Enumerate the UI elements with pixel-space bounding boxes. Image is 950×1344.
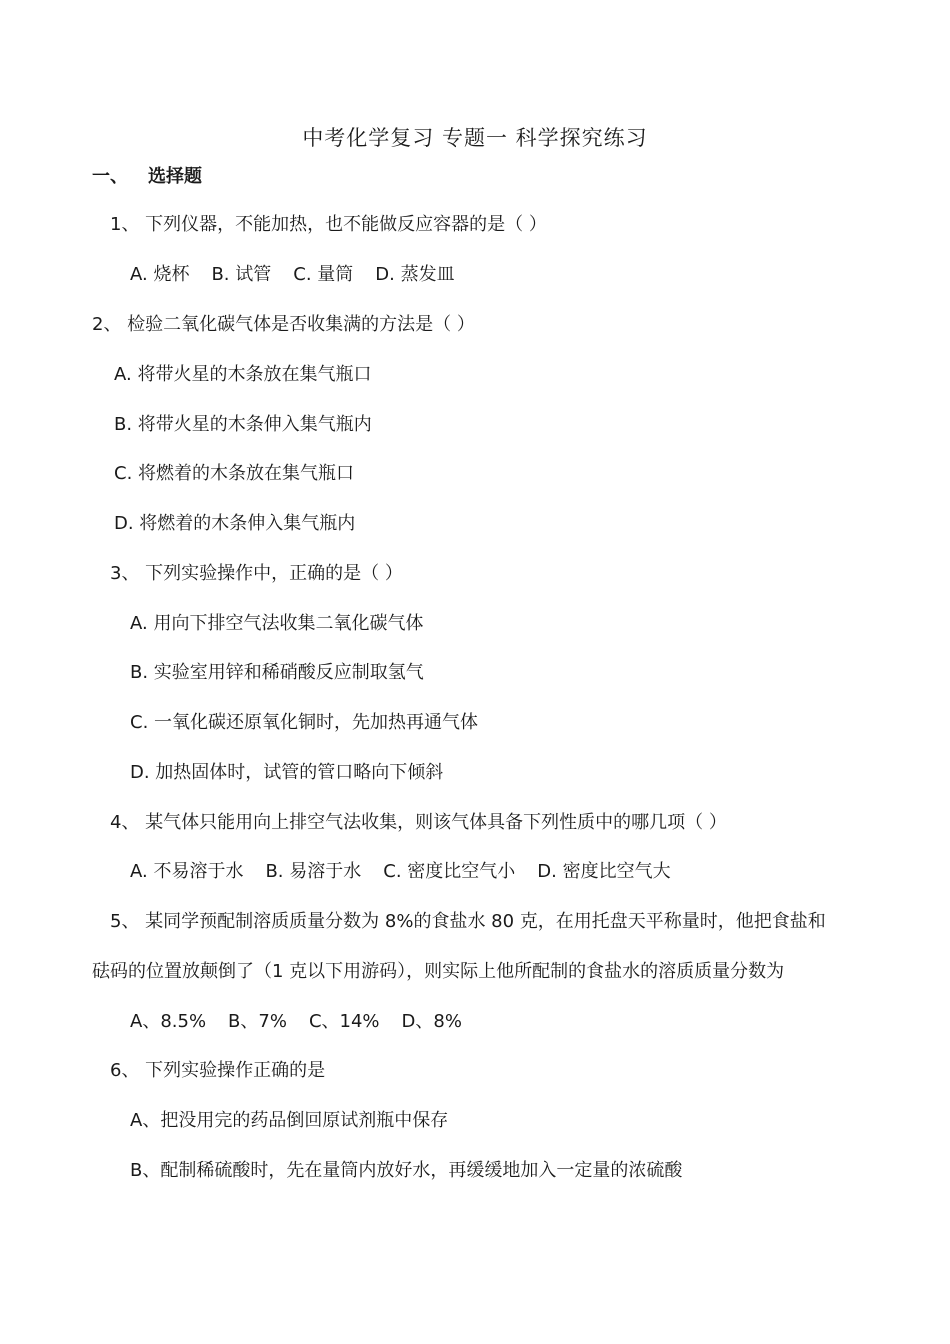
question-1-options — [130, 262, 477, 288]
option-a: A、8.5% — [130, 1011, 207, 1032]
question-2: 2、 检验二氧化碳气体是否收集满的方法是（ ） — [92, 314, 475, 335]
question-2-option-b: B. 将带火星的木条伸入集气瓶内 — [114, 414, 372, 435]
option-a: A. 烧杯 — [130, 264, 190, 285]
page-title: 中考化学复习 专题一 科学探究练习 — [302, 126, 648, 150]
option-c: C、14% — [308, 1011, 380, 1032]
option-d: D. 密度比空气大 — [537, 861, 671, 882]
option-c: C. 量筒 — [293, 264, 354, 285]
section-heading — [92, 162, 202, 188]
question-3-option-a: A. 用向下排空气法收集二氧化碳气体 — [130, 613, 424, 634]
question-3-option-d: D. 加热固体时，试管的管口略向下倾斜 — [130, 762, 444, 783]
question-4-options — [130, 859, 693, 885]
option-a: A. 不易溶于水 — [130, 861, 244, 882]
question-1: 1、 下列仪器，不能加热，也不能做反应容器的是（ ） — [110, 214, 547, 235]
option-b: B. 试管 — [211, 264, 272, 285]
question-5-line-2: 砝码的位置放颠倒了（1 克以下用游码），则实际上他所配制的食盐水的溶质质量分数为 — [92, 961, 785, 982]
question-2-option-c: C. 将燃着的木条放在集气瓶口 — [114, 463, 355, 484]
question-5-options — [130, 1009, 484, 1035]
question-3-option-b: B. 实验室用锌和稀硝酸反应制取氢气 — [130, 662, 424, 683]
option-b: B. 易溶于水 — [265, 861, 362, 882]
option-d: D、8% — [401, 1011, 462, 1032]
question-6: 6、 下列实验操作正确的是 — [110, 1060, 326, 1081]
question-6-option-a: A、把没用完的药品倒回原试剂瓶中保存 — [130, 1110, 449, 1131]
option-d: D. 蒸发皿 — [375, 264, 455, 285]
question-6-option-b: B、配制稀硫酸时，先在量筒内放好水，再缓缓地加入一定量的浓硫酸 — [130, 1160, 683, 1181]
option-c: C. 密度比空气小 — [383, 861, 516, 882]
question-4: 4、 某气体只能用向上排空气法收集，则该气体具备下列性质中的哪几项（ ） — [110, 812, 727, 833]
question-3-option-c: C. 一氧化碳还原氧化铜时，先加热再通气体 — [130, 712, 479, 733]
question-2-option-a: A. 将带火星的木条放在集气瓶口 — [114, 364, 372, 385]
option-b: B、7% — [228, 1011, 287, 1032]
question-5-line-1: 5、 某同学预配制溶质质量分数为 8%的食盐水 80 克，在用托盘天平称量时，他把食盐和 — [110, 911, 826, 932]
question-2-option-d: D. 将燃着的木条伸入集气瓶内 — [114, 513, 356, 534]
question-3: 3、 下列实验操作中，正确的是（ ） — [110, 563, 403, 584]
section-label: 选择题 — [148, 166, 202, 187]
section-number: 一、 — [92, 166, 128, 187]
